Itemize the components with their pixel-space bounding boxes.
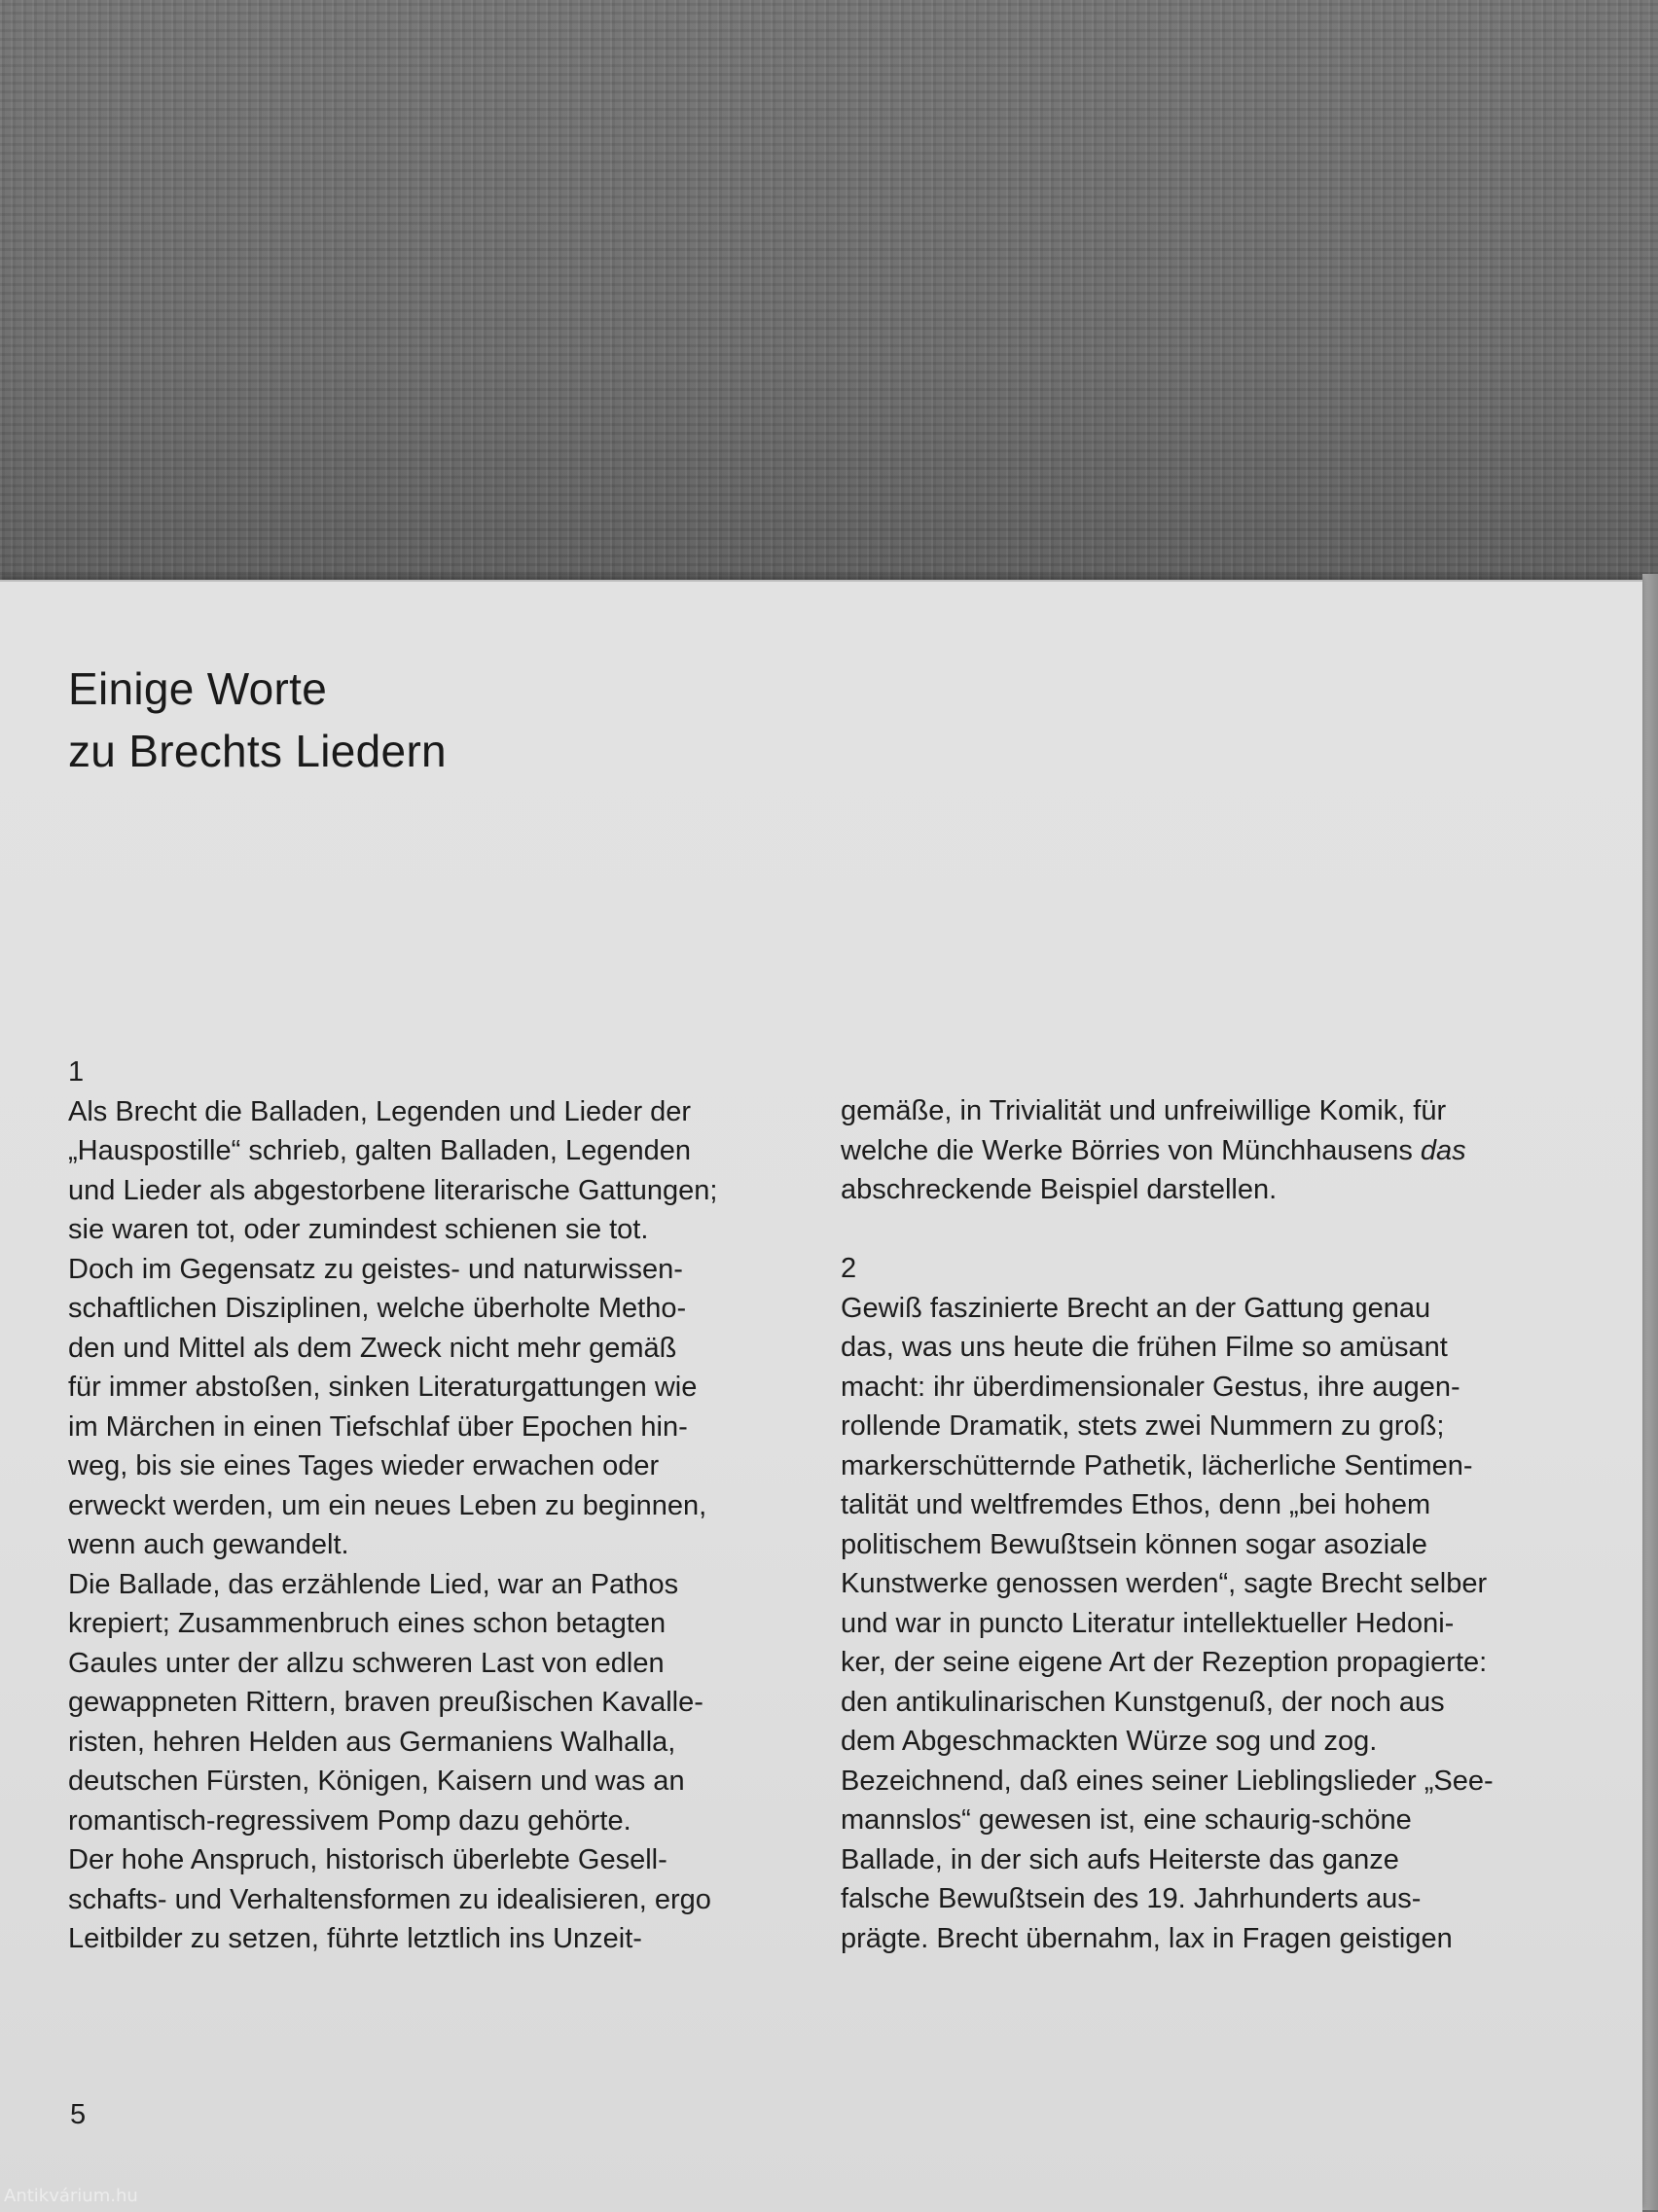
book-page <box>0 580 1642 2212</box>
watermark: Antikvárium.hu <box>4 2186 138 2206</box>
text-line: gemäße, in Trivialität und unfreiwillige Komik, für <box>841 1095 1447 1126</box>
text-line: und Lieder als abgestorbene literarische Gattungen; <box>68 1174 718 1206</box>
text-line: den antikulinarischen Kunstgenuß, der noch aus <box>841 1686 1445 1718</box>
text-line: abschreckende Beispiel darstellen. <box>841 1174 1278 1205</box>
section-number-2: 2 <box>841 1253 857 1284</box>
text-line-emphasis <box>841 1131 1494 1171</box>
text-line: Der hohe Anspruch, historisch überlebte Gesell- <box>68 1844 667 1875</box>
text-line: Gewiß faszinierte Brecht an der Gattung genau <box>841 1292 1431 1324</box>
page-edge <box>1642 574 1658 2210</box>
text-line: talität und weltfremdes Ethos, denn „bei hohem <box>841 1489 1431 1520</box>
text-line: markerschütternde Pathetik, lächerliche Sentimen- <box>841 1449 1473 1481</box>
section-number-1: 1 <box>68 1056 85 1088</box>
text-line: falsche Bewußtsein des 19. Jahrhunderts aus- <box>841 1883 1422 1914</box>
text-line: Ballade, in der sich aufs Heiterste das ganze <box>841 1843 1399 1875</box>
background-surface <box>0 0 1658 584</box>
text-line: deutschen Fürsten, Königen, Kaisern und was an <box>68 1766 685 1797</box>
text-fragment: welche die Werke Börries von Münchhausens <box>841 1134 1421 1166</box>
text-line: Bezeichnend, daß eines seiner Lieblingslieder „See- <box>841 1765 1494 1797</box>
text-line: das, was uns heute die frühen Filme so amüsant <box>841 1332 1448 1363</box>
text-line: prägte. Brecht übernahm, lax in Fragen geistigen <box>841 1922 1453 1954</box>
text-line: Doch im Gegensatz zu geistes- und naturwissen- <box>68 1253 683 1285</box>
emphasized-word: das <box>1420 1134 1466 1166</box>
text-line: krepiert; Zusammenbruch eines schon betagten <box>68 1608 667 1639</box>
text-line: rollende Dramatik, stets zwei Nummern zu groß; <box>841 1410 1445 1442</box>
text-line: Als Brecht die Balladen, Legenden und Lieder der <box>68 1095 692 1127</box>
text-line: im Märchen in einen Tiefschlaf über Epochen hin- <box>68 1410 688 1443</box>
text-line: wenn auch gewandelt. <box>68 1529 349 1560</box>
title-line-1: Einige Worte <box>68 663 328 714</box>
text-line: schaftlichen Disziplinen, welche überholte Metho- <box>68 1293 687 1324</box>
text-line: Gaules unter der allzu schweren Last von edlen <box>68 1647 665 1679</box>
left-column <box>68 1052 717 1959</box>
text-line: gewappneten Rittern, braven preußischen Kavalle- <box>68 1687 703 1718</box>
text-line: „Hauspostille“ schrieb, galten Balladen, Legenden <box>68 1135 692 1166</box>
text-line: ker, der seine eigene Art der Rezeption propagierte: <box>841 1647 1488 1678</box>
title-line-2: zu Brechts Liedern <box>68 726 447 776</box>
text-line: Die Ballade, das erzählende Lied, war an Pathos <box>68 1568 679 1600</box>
text-line: dem Abgeschmackten Würze sog und zog. <box>841 1726 1378 1757</box>
text-line: und war in puncto Literatur intellektueller Hedoni- <box>841 1607 1455 1639</box>
text-line: risten, hehren Helden aus Germaniens Walhalla, <box>68 1726 676 1758</box>
text-line: Leitbilder zu setzen, führte letztlich ins Unzeit- <box>68 1923 642 1954</box>
text-line: für immer abstoßen, sinken Literaturgattungen wie <box>68 1372 698 1403</box>
text-line: schafts- und Verhaltensformen zu idealisieren, ergo <box>68 1883 711 1915</box>
text-line: weg, bis sie eines Tages wieder erwachen oder <box>68 1450 660 1481</box>
text-line: romantisch-regressivem Pomp dazu gehörte. <box>68 1804 631 1837</box>
page-title <box>68 658 447 782</box>
text-line: macht: ihr überdimensionaler Gestus, ihre augen- <box>841 1371 1460 1403</box>
text-line: mannslos“ gewesen ist, eine schaurig-schöne <box>841 1804 1412 1836</box>
text-line: sie waren tot, oder zumindest schienen sie tot. <box>68 1214 649 1245</box>
paragraph-gap <box>841 1210 1494 1250</box>
text-line: erweckt werden, um ein neues Leben zu beginnen, <box>68 1489 707 1521</box>
text-line: den und Mittel als dem Zweck nicht mehr gemäß <box>68 1332 677 1364</box>
right-column <box>841 1091 1494 1958</box>
text-line: Kunstwerke genossen werden“, sagte Brecht selber <box>841 1568 1488 1599</box>
page-number: 5 <box>70 2099 87 2130</box>
text-line: politischem Bewußtsein können sogar asoziale <box>841 1528 1427 1560</box>
